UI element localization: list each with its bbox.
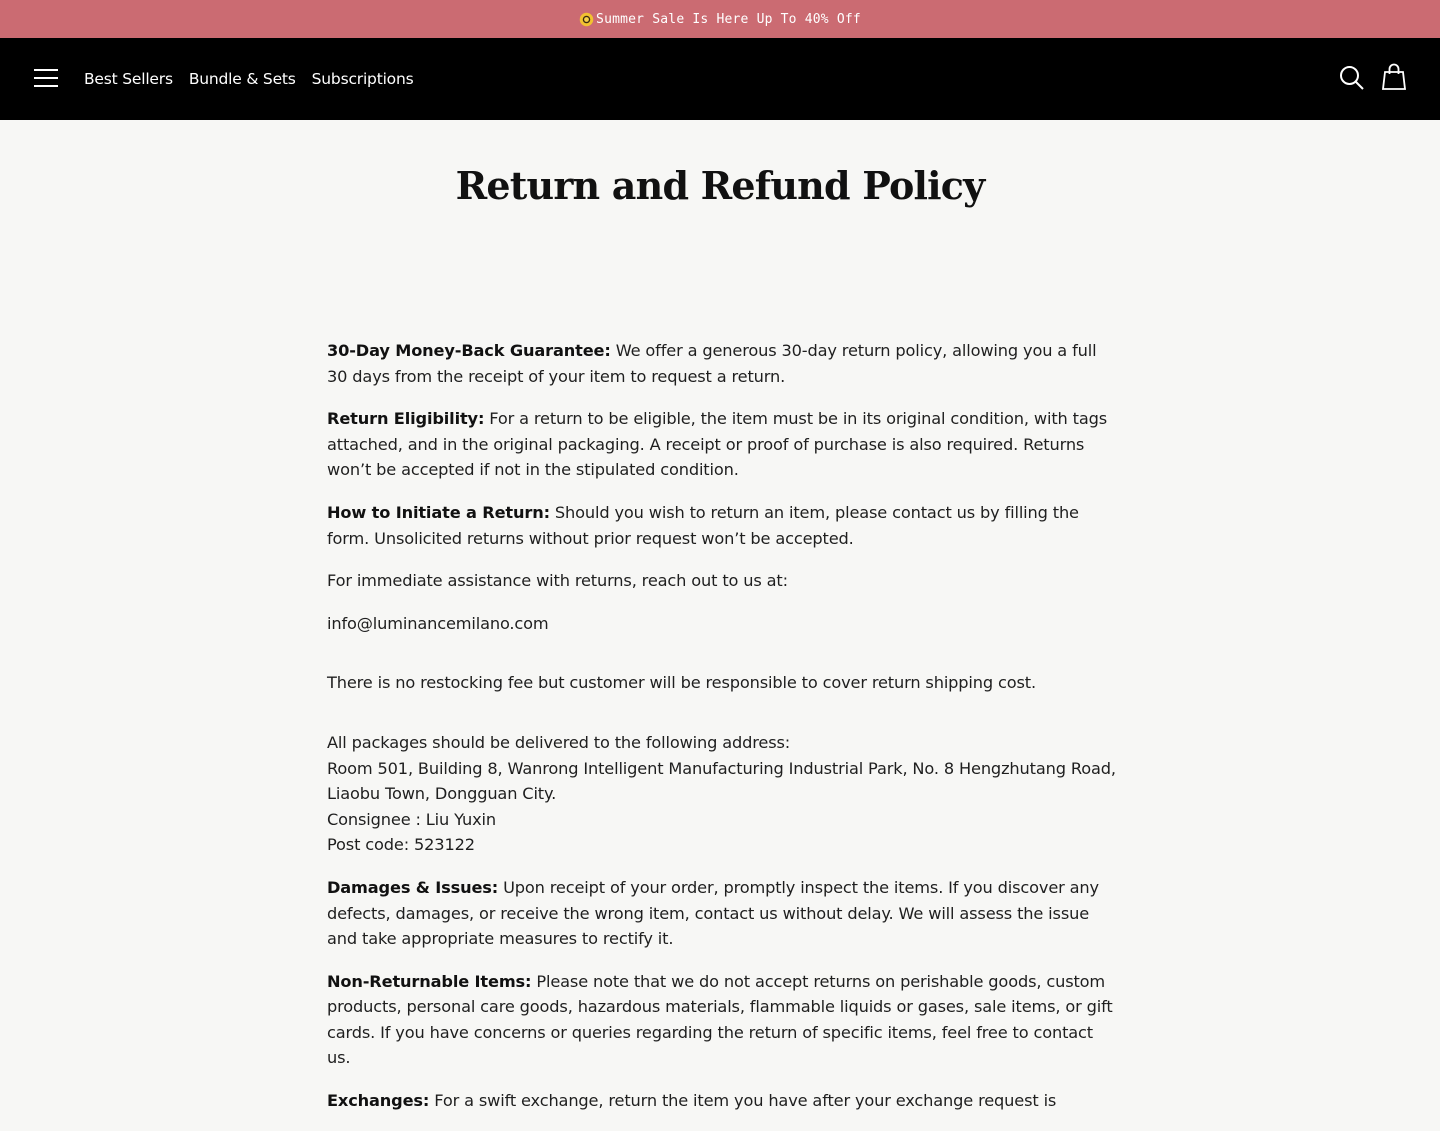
section-heading: Non-Returnable Items:: [327, 971, 532, 991]
policy-body: [327, 338, 1117, 1131]
address-intro: All packages should be delivered to the following address:: [327, 732, 791, 752]
section-heading: How to Initiate a Return:: [327, 502, 550, 522]
announcement-bar: [0, 0, 1440, 38]
section-heading: Return Eligibility:: [327, 409, 485, 429]
main-nav: [84, 38, 413, 120]
restocking-text: There is no restocking fee but customer will be responsible to cover return shipping cost.: [327, 673, 1036, 693]
search-icon[interactable]: [1339, 65, 1365, 95]
shopping-bag-icon[interactable]: [1382, 63, 1406, 95]
main-content: [0, 120, 1440, 1111]
nav-subscriptions[interactable]: Subscriptions: [311, 70, 414, 88]
policy-paragraph: [327, 969, 1117, 1071]
section-heading: Damages & Issues:: [327, 877, 499, 897]
site-header: [0, 38, 1440, 120]
section-text: Should you wish to return an item, please contact us by filling the form. Unsolicited returns without prior request won’t be accepted.: [327, 502, 1079, 548]
policy-paragraph: [327, 875, 1117, 952]
section-text: Please note that we do not accept returns on perishable goods, custom products, personal care goods, hazardous materials, flammable liquids or gases, sale items, or gift cards. If you have concerns or queries regarding the return of specific items, feel free to contact us.: [327, 971, 1113, 1068]
page-title: Return and Refund Policy: [455, 163, 985, 208]
nav-best-sellers[interactable]: Best Sellers: [84, 70, 173, 88]
section-heading: Exchanges:: [327, 1091, 430, 1111]
section-text: For a swift exchange, return the item you have after your exchange request is: [429, 1091, 1057, 1111]
hamburger-menu-icon[interactable]: [34, 68, 58, 88]
section-text: Upon receipt of your order, promptly inspect the items. If you discover any defects, damages, or receive the wrong item, contact us without delay. We will assess the issue and take appropriate measures to rectify it.: [327, 877, 1099, 949]
sun-icon: [579, 12, 594, 27]
section-text: For a return to be eligible, the item must be in its original condition, with tags attached, and in the original packaging. A receipt or proof of purchase is also required. Returns won’t be accepted if not in the stipulated condition.: [327, 409, 1108, 480]
address-line: Room 501, Building 8, Wanrong Intelligent Manufacturing Industrial Park, No. 8 Hengzhutang Road, Liaobu Town, Dongguan City.: [327, 758, 1116, 804]
nav-bundle-sets[interactable]: Bundle & Sets: [188, 70, 296, 88]
announcement-text: Summer Sale Is Here Up To 40% Off: [596, 11, 861, 27]
postcode: Post code: 523122: [327, 835, 475, 855]
policy-paragraph: [327, 338, 1117, 389]
policy-paragraph: [327, 406, 1117, 483]
address-block: [327, 730, 1117, 858]
policy-paragraph: [327, 500, 1117, 551]
consignee: Consignee : Liu Yuxin: [327, 809, 496, 829]
policy-paragraph: [327, 1088, 1117, 1114]
section-text: We offer a generous 30-day return policy, allowing you a full 30 days from the receipt of your item to request a return.: [327, 341, 1097, 386]
contact-email[interactable]: info@luminancemilano.com: [327, 613, 549, 633]
assistance-text: For immediate assistance with returns, reach out to us at:: [327, 571, 788, 591]
section-heading: 30-Day Money-Back Guarantee:: [327, 341, 611, 360]
